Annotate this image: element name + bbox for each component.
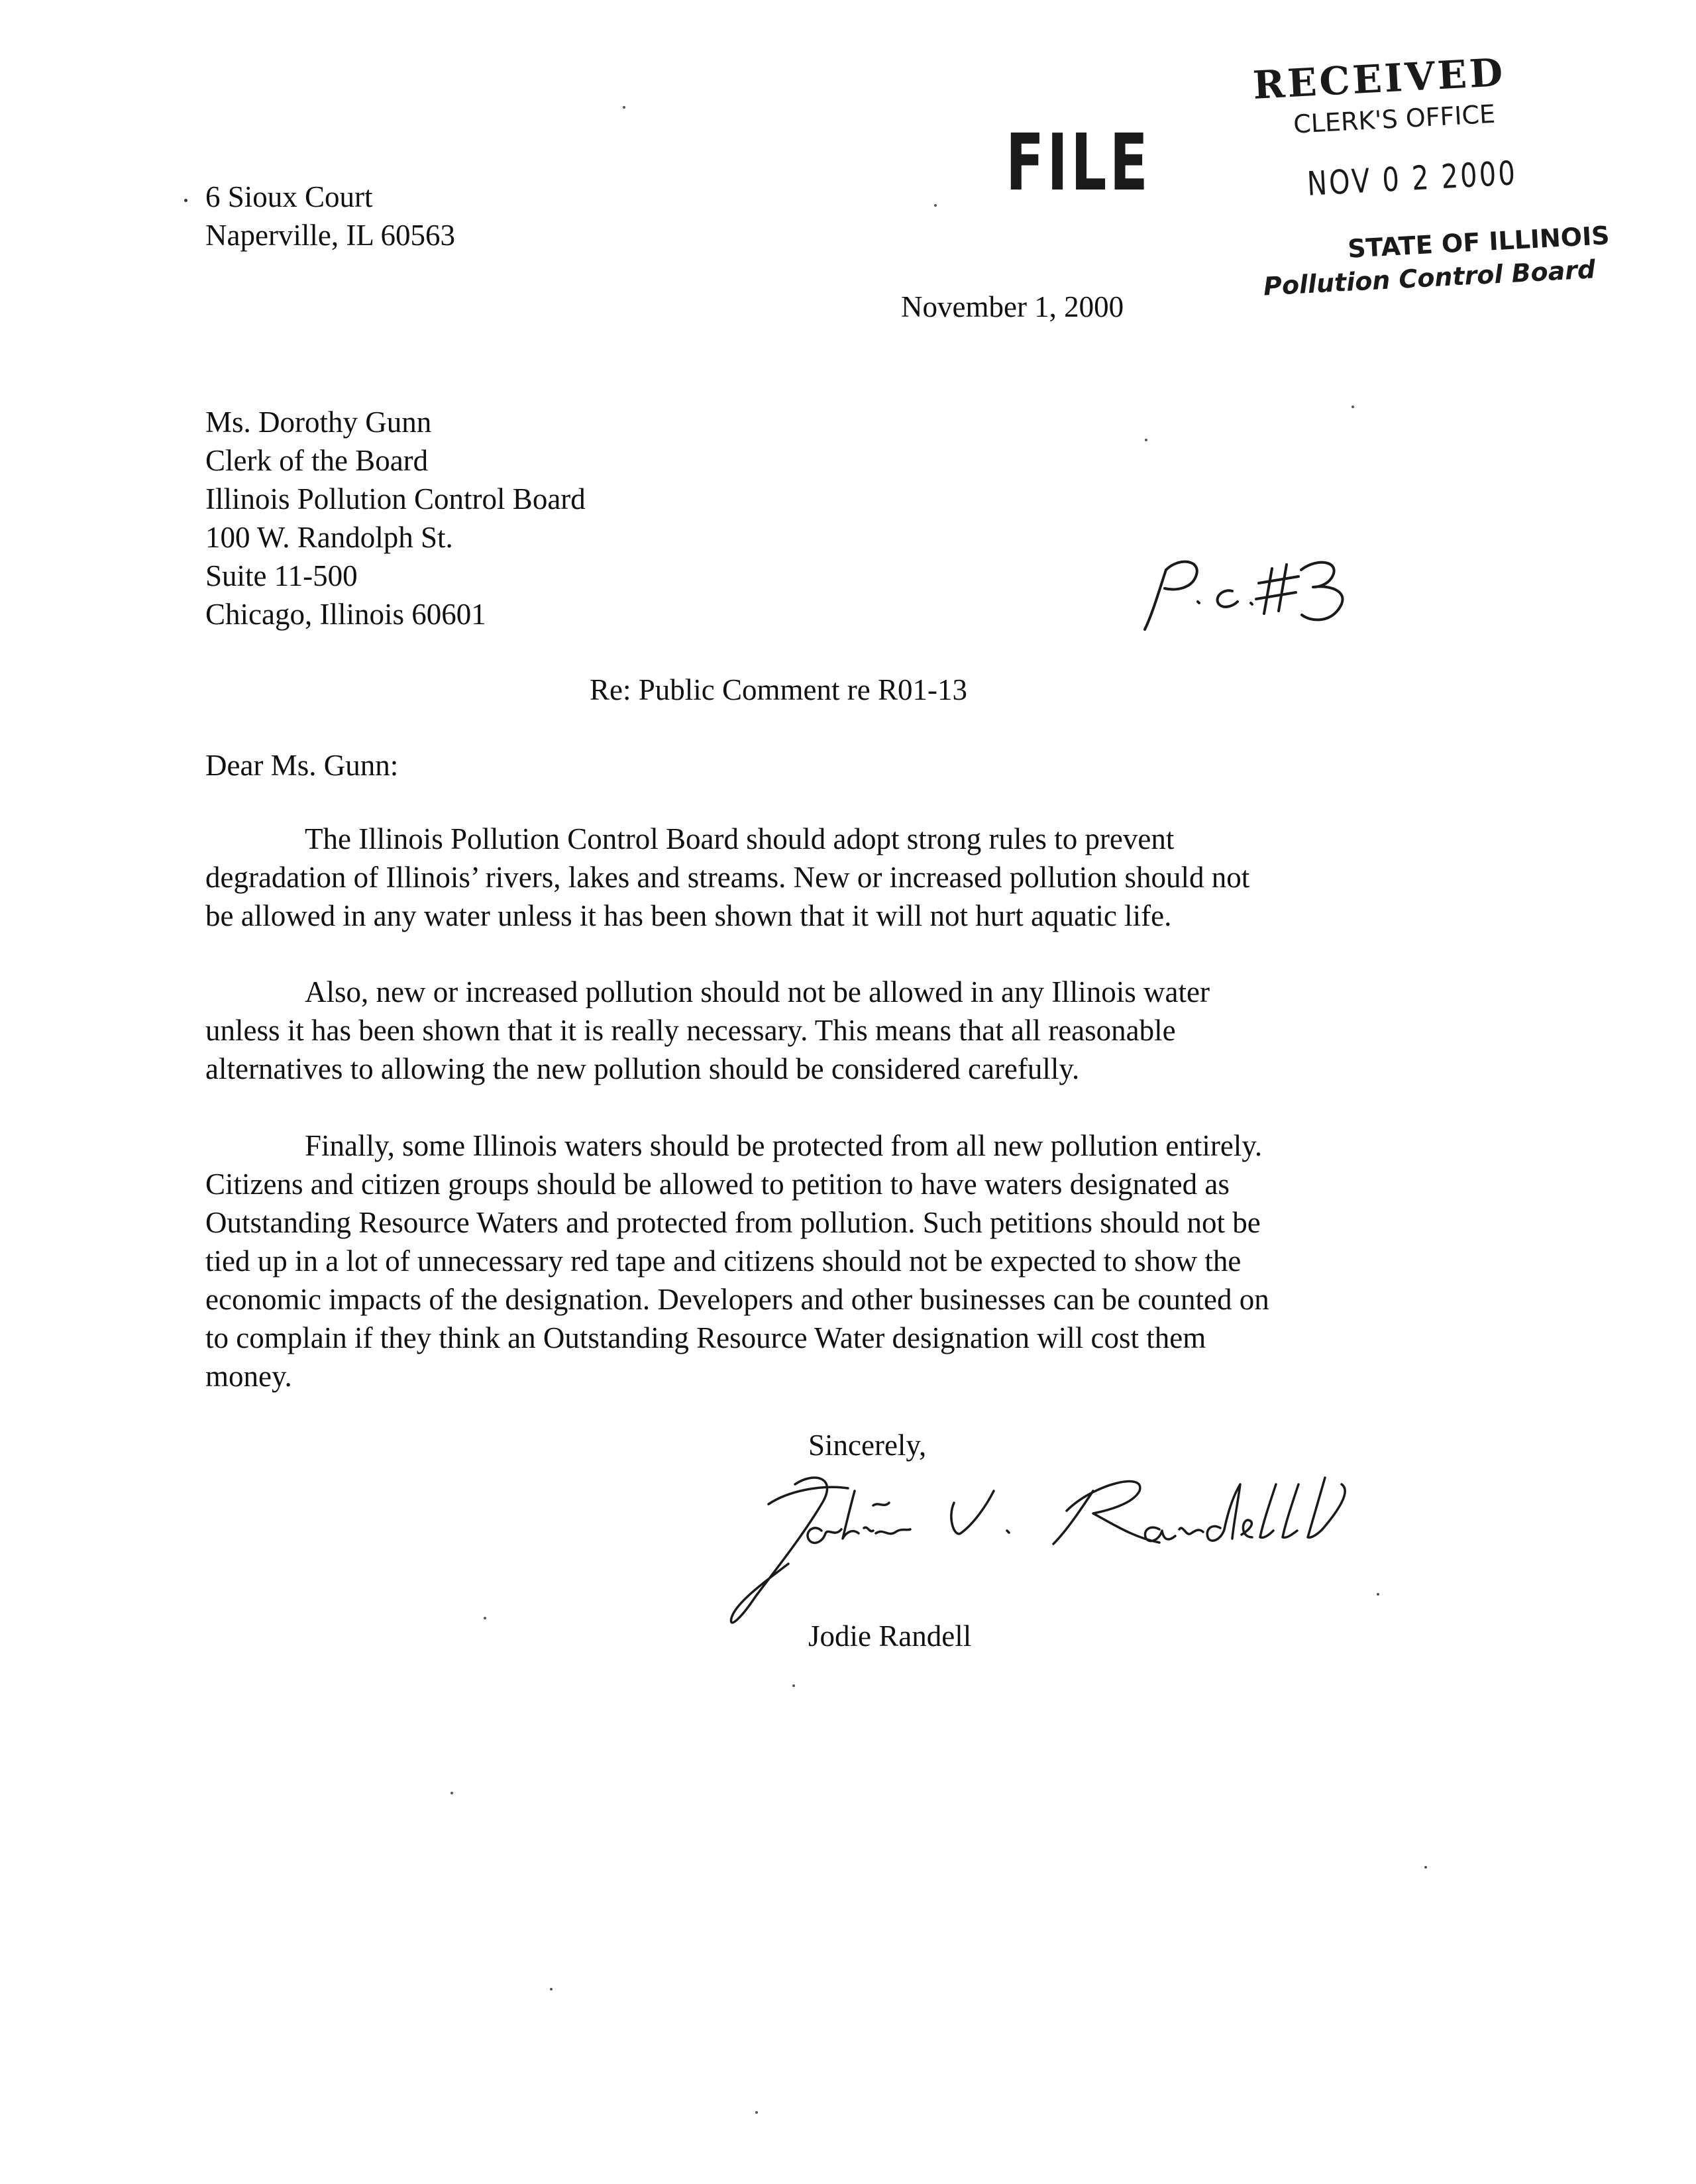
body-line: Also, new or increased pollution should not be allowed in any Illinois water bbox=[305, 975, 1210, 1009]
sender-address-line1: 6 Sioux Court bbox=[205, 180, 373, 213]
closing: Sincerely, bbox=[808, 1429, 927, 1462]
letter-date: November 1, 2000 bbox=[901, 290, 1124, 323]
received-stamp-office: CLERK'S OFFICE bbox=[1293, 99, 1497, 139]
body-line: Outstanding Resource Waters and protected from pollution. Such petitions should not be bbox=[205, 1206, 1261, 1239]
scan-speck bbox=[1352, 406, 1354, 408]
scan-speck bbox=[792, 1684, 795, 1687]
body-line: unless it has been shown that it is really necessary. This means that all reasonable bbox=[205, 1014, 1176, 1047]
salutation: Dear Ms. Gunn: bbox=[205, 749, 399, 782]
recipient-name: Ms. Dorothy Gunn bbox=[205, 406, 432, 439]
body-line: degradation of Illinois’ rivers, lakes and streams. New or increased pollution should not bbox=[205, 861, 1250, 894]
scan-speck bbox=[550, 1988, 553, 1991]
recipient-street: 100 W. Randolph St. bbox=[205, 521, 453, 554]
body-line: money. bbox=[205, 1360, 292, 1393]
recipient-title: Clerk of the Board bbox=[205, 444, 429, 477]
scan-speck bbox=[1377, 1593, 1379, 1596]
body-line: economic impacts of the designation. Developers and other businesses can be counted on bbox=[205, 1283, 1269, 1316]
scan-speck bbox=[1424, 1866, 1427, 1869]
body-line: be allowed in any water unless it has been shown that it will not hurt aquatic life. bbox=[205, 899, 1172, 932]
body-paragraph-3 bbox=[205, 1126, 1530, 1395]
body-paragraph-1 bbox=[205, 820, 1530, 935]
recipient-address bbox=[205, 403, 586, 633]
body-line: Finally, some Illinois waters should be protected from all new pollution entirely. bbox=[305, 1129, 1263, 1162]
sender-address-line2: Naperville, IL 60563 bbox=[205, 219, 455, 252]
body-line: Citizens and citizen groups should be allowed to petition to have waters designated as bbox=[205, 1168, 1230, 1201]
scan-speck bbox=[934, 204, 937, 207]
body-line: to complain if they think an Outstanding Resource Water designation will cost them bbox=[205, 1321, 1206, 1354]
received-stamp-board: Pollution Control Board bbox=[1262, 254, 1597, 301]
body-paragraph-2 bbox=[205, 973, 1530, 1088]
subject-line: Re: Public Comment re R01-13 bbox=[590, 673, 967, 706]
handwritten-signature bbox=[722, 1464, 1398, 1637]
body-line: The Illinois Pollution Control Board should adopt strong rules to prevent bbox=[305, 822, 1175, 855]
body-line: alternatives to allowing the new pollution should be considered carefully. bbox=[205, 1052, 1080, 1085]
scan-speck bbox=[184, 199, 187, 202]
file-stamp: FILE bbox=[1006, 117, 1151, 208]
handwritten-pc-mark bbox=[1140, 550, 1365, 636]
scan-speck bbox=[623, 106, 625, 109]
recipient-city: Chicago, Illinois 60601 bbox=[205, 598, 486, 631]
body-line: tied up in a lot of unnecessary red tape and citizens should not be expected to show the bbox=[205, 1244, 1242, 1278]
received-stamp-title: RECEIVED bbox=[1251, 49, 1507, 108]
sender-address bbox=[205, 178, 455, 254]
recipient-organization: Illinois Pollution Control Board bbox=[205, 482, 586, 516]
received-stamp bbox=[1251, 44, 1636, 341]
scan-speck bbox=[1145, 439, 1147, 441]
scan-speck bbox=[450, 1792, 453, 1794]
scan-speck bbox=[484, 1617, 486, 1619]
scan-speck bbox=[755, 2111, 758, 2114]
received-stamp-date: NOV 0 2 2000 bbox=[1306, 154, 1518, 203]
signer-name: Jodie Randell bbox=[808, 1619, 972, 1653]
recipient-suite: Suite 11-500 bbox=[205, 559, 358, 592]
received-stamp-state: STATE OF ILLINOIS bbox=[1347, 221, 1611, 264]
